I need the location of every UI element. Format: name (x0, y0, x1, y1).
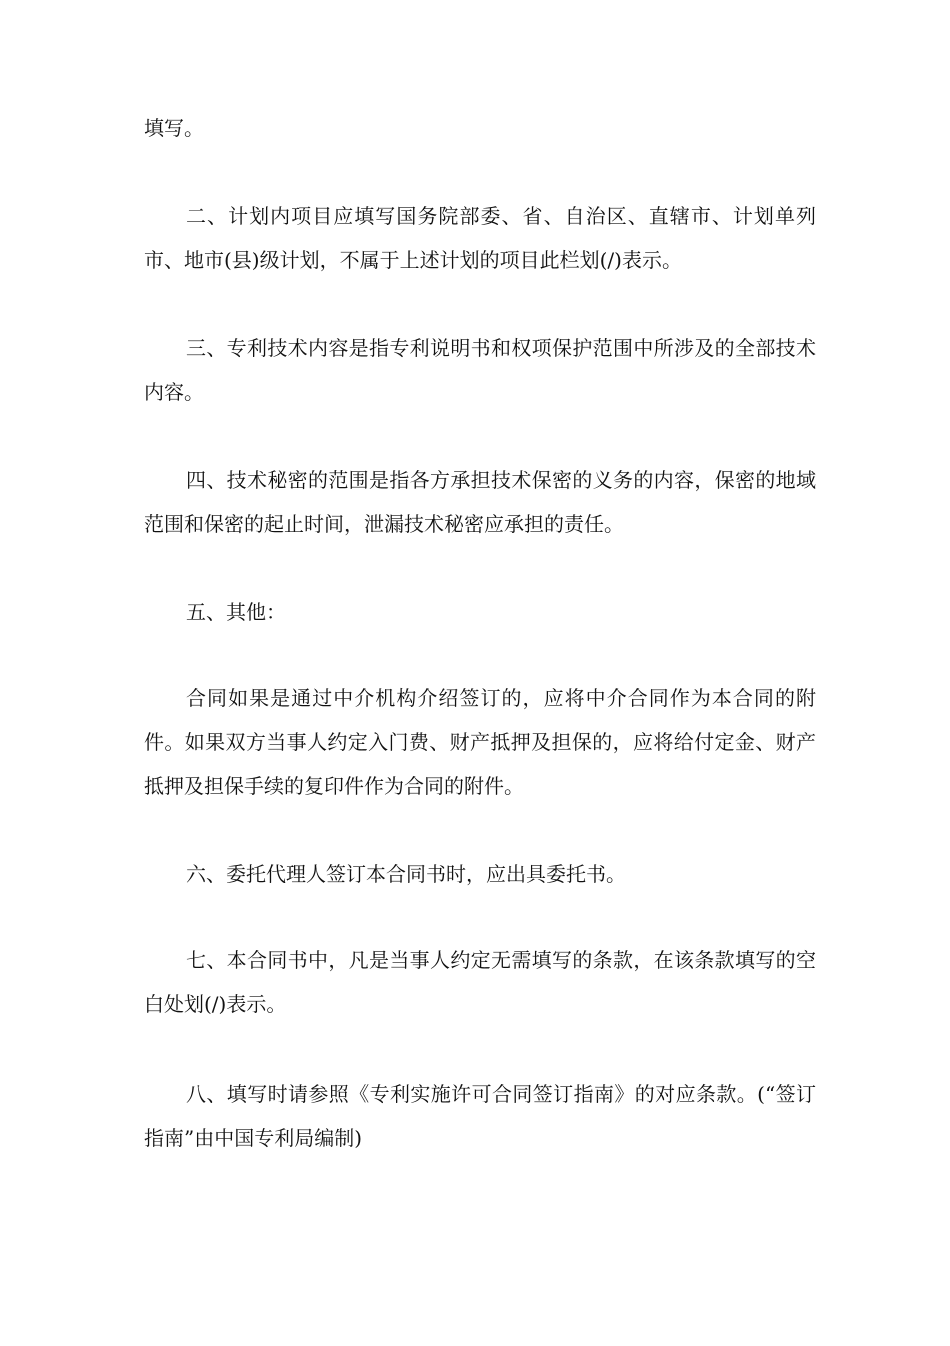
paragraph-item-6: 六、委托代理人签订本合同书时，应出具委托书。 (186, 862, 626, 886)
paragraph-item-2: 二、计划内项目应填写国务院部委、省、自治区、直辖市、计划单列市、地市(县)级计划，不属于上述计划的项目此栏划(/)表示。 (144, 204, 816, 272)
paragraph-item-8: 八、填写时请参照《专利实施许可合同签订指南》的对应条款。(“签订指南”由中国专利局编制) (144, 1082, 816, 1150)
paragraph-item-4: 四、技术秘密的范围是指各方承担技术保密的义务的内容，保密的地域范围和保密的起止时间，泄漏技术秘密应承担的责任。 (144, 468, 816, 536)
paragraph-item-7: 七、本合同书中，凡是当事人约定无需填写的条款，在该条款填写的空白处划(/)表示。 (144, 948, 816, 1016)
paragraph-item-3: 三、专利技术内容是指专利说明书和权项保护范围中所涉及的全部技术内容。 (144, 336, 816, 404)
paragraph-item-5-body: 合同如果是通过中介机构介绍签订的，应将中介合同作为本合同的附件。如果双方当事人约定入门费、财产抵押及担保的，应将给付定金、财产抵押及担保手续的复印件作为合同的附件。 (144, 686, 816, 798)
paragraph-item-5-heading: 五、其他： (186, 600, 286, 624)
paragraph-continuation: 填写。 (144, 116, 204, 140)
